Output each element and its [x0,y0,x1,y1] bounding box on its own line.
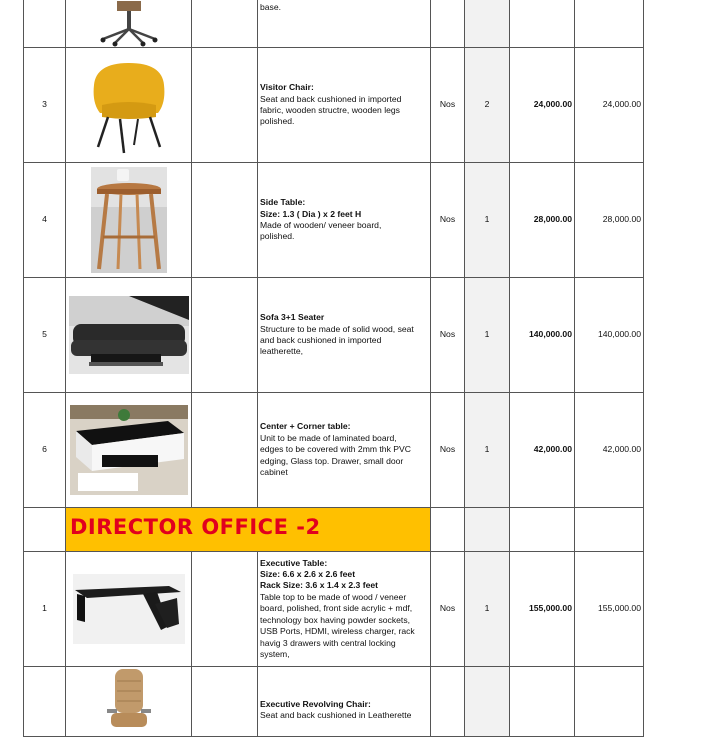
chair-icon [89,1,169,47]
serial-no: 4 [24,163,66,278]
item-description: base. [258,0,431,48]
item-image [66,48,192,163]
serial-no [24,667,66,737]
executive-chair-icon [99,669,159,735]
serial-no: 3 [24,48,66,163]
item-image [66,552,192,667]
serial-no [24,0,66,48]
section-heading: DIRECTOR OFFICE -2 [66,508,431,552]
executive-table-icon [73,574,185,644]
item-description: Executive Revolving Chair: Seat and back cushioned in Leatherette [258,667,431,737]
item-description: Sofa 3+1 Seater Structure to be made of solid wood, seat and back cushioned in imported leatherette, [258,278,431,393]
item-description: Visitor Chair: Seat and back cushioned in imported fabric, wooden structre, wooden legs polished. [258,48,431,163]
item-image [66,667,192,737]
table-row: 6 Center + Corner table: Unit to be made of laminated board, edges to be covered with 2mm thk PVC edging, Glass top. Drawer, small door cabinet Nos 1 42,000.00 42,000.00 [24,393,644,508]
item-image [66,163,192,278]
table-row: 3 Visitor Chair: Seat and back cushioned in imported fabric, wooden structre, wooden legs polished. Nos 2 24,000.00 24,000.00 [24,48,644,163]
table-row: 5 Sofa 3+1 Seater Structure to be made of solid wood, seat and back cushioned in imported leatherette, Nos 1 140,000.00 140,000.00 [24,278,644,393]
table-row [24,0,644,48]
item-description: Side Table: Size: 1.3 ( Dia ) x 2 feet H Made of wooden/ veneer board, polished. [258,163,431,278]
item-image [66,278,192,393]
table-row: 4 Side Table: Size: 1.3 ( Dia ) x 2 feet H Made of wooden/ veneer board, polished. Nos 1 28,000.00 28,000.00 [24,163,644,278]
sofa-icon [69,296,189,374]
item-image [66,393,192,508]
item-image [66,0,192,48]
item-description: Center + Corner table: Unit to be made of laminated board, edges to be covered with 2mm thk PVC edging, Glass top. Drawer, small door cabinet [258,393,431,508]
boq-table [23,0,644,737]
serial-no: 1 [24,552,66,667]
table-row [24,667,644,737]
visitor-chair-icon [84,55,174,155]
serial-no: 6 [24,393,66,508]
serial-no: 5 [24,278,66,393]
side-table-icon [91,167,167,273]
section-row [24,508,644,552]
center-table-icon [70,405,188,495]
table-row: 1 Executive Table: Size: 6.6 x 2.6 x 2.6 feet Rack Size: 3.6 x 1.4 x 2.3 feet Table top to be made of wood / veneer board, polished, front side acrylic + mdf, technology box having powder sockets, USB Ports, HDMI, wireless charger, rack havig 3 drawers with central locking system, Nos 1 155,000.00 155,000.00 [24,552,644,667]
item-description: Executive Table: Size: 6.6 x 2.6 x 2.6 feet Rack Size: 3.6 x 1.4 x 2.3 feet Table top to be made of wood / veneer board, polished, front side acrylic + mdf, technology box having powder sockets, USB Ports, HDMI, wireless charger, rack havig 3 drawers with central locking system, [258,552,431,667]
